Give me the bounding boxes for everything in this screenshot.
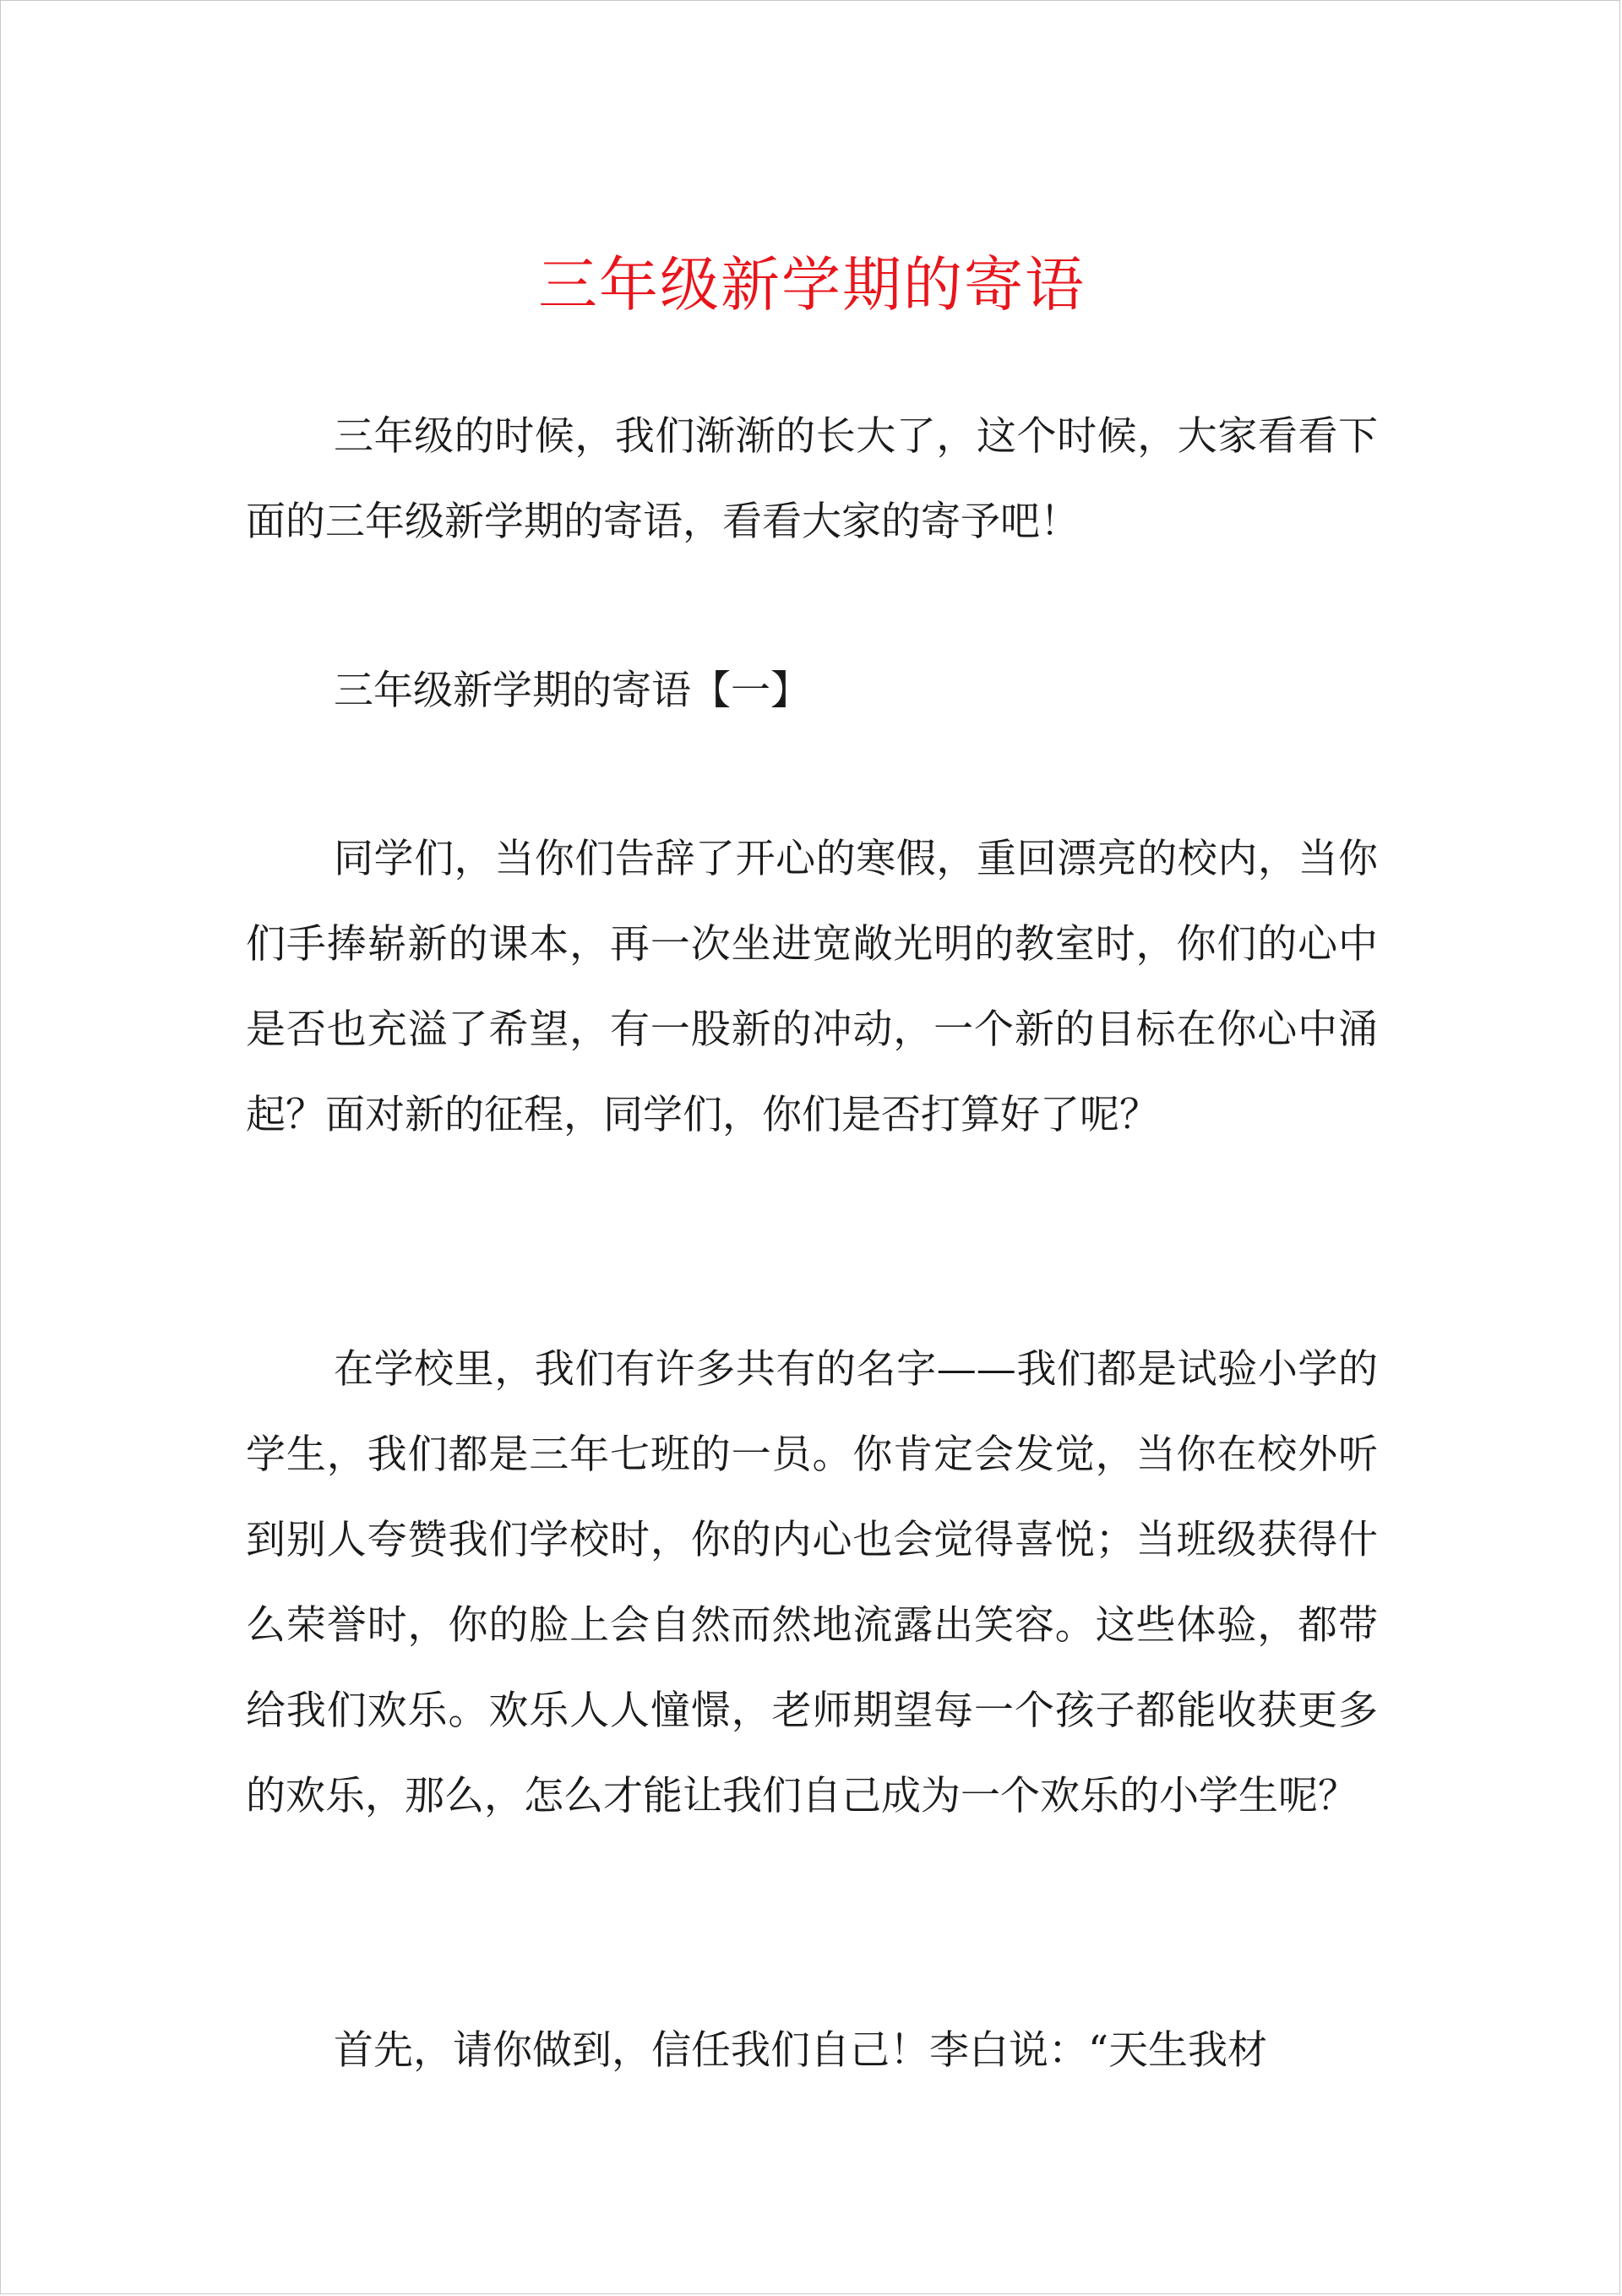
- body-paragraph: 在学校里，我们有许多共有的名字——我们都是试验小学的学生，我们都是三年七班的一员。你肯定会发觉，当你在校外听到别人夸赞我们学校时，你的内心也会觉得喜悦；当班级获得什么荣誉时，你的脸上会自然而然地流露出笑容。这些体验，都带给我们欢乐。欢乐人人憧憬，老师期望每一个孩子都能收获更多的欢乐，那么，怎么才能让我们自己成为一个欢乐的小学生呢？: [246, 1346, 1378, 1819]
- document-title: 三年级新学期的寄语: [538, 250, 1086, 319]
- intro-paragraph: 三年级的时候，我们渐渐的长大了，这个时候，大家看看下面的三年级新学期的寄语，看看大家的寄予吧！: [246, 413, 1378, 545]
- body-paragraph: 首先，请你做到，信任我们自己！李白说：“天生我材: [334, 2027, 1268, 2074]
- body-paragraph: 同学们，当你们告辞了开心的寒假，重回漂亮的校内，当你们手捧崭新的课本，再一次坐进宽敞光明的教室时，你们的心中是否也充溢了希望，有一股新的冲动，一个新的目标在你心中涌起？面对新的征程，同学们，你们是否打算好了呢？: [246, 836, 1378, 1138]
- section-heading: 三年级新学期的寄语【一】: [334, 668, 810, 714]
